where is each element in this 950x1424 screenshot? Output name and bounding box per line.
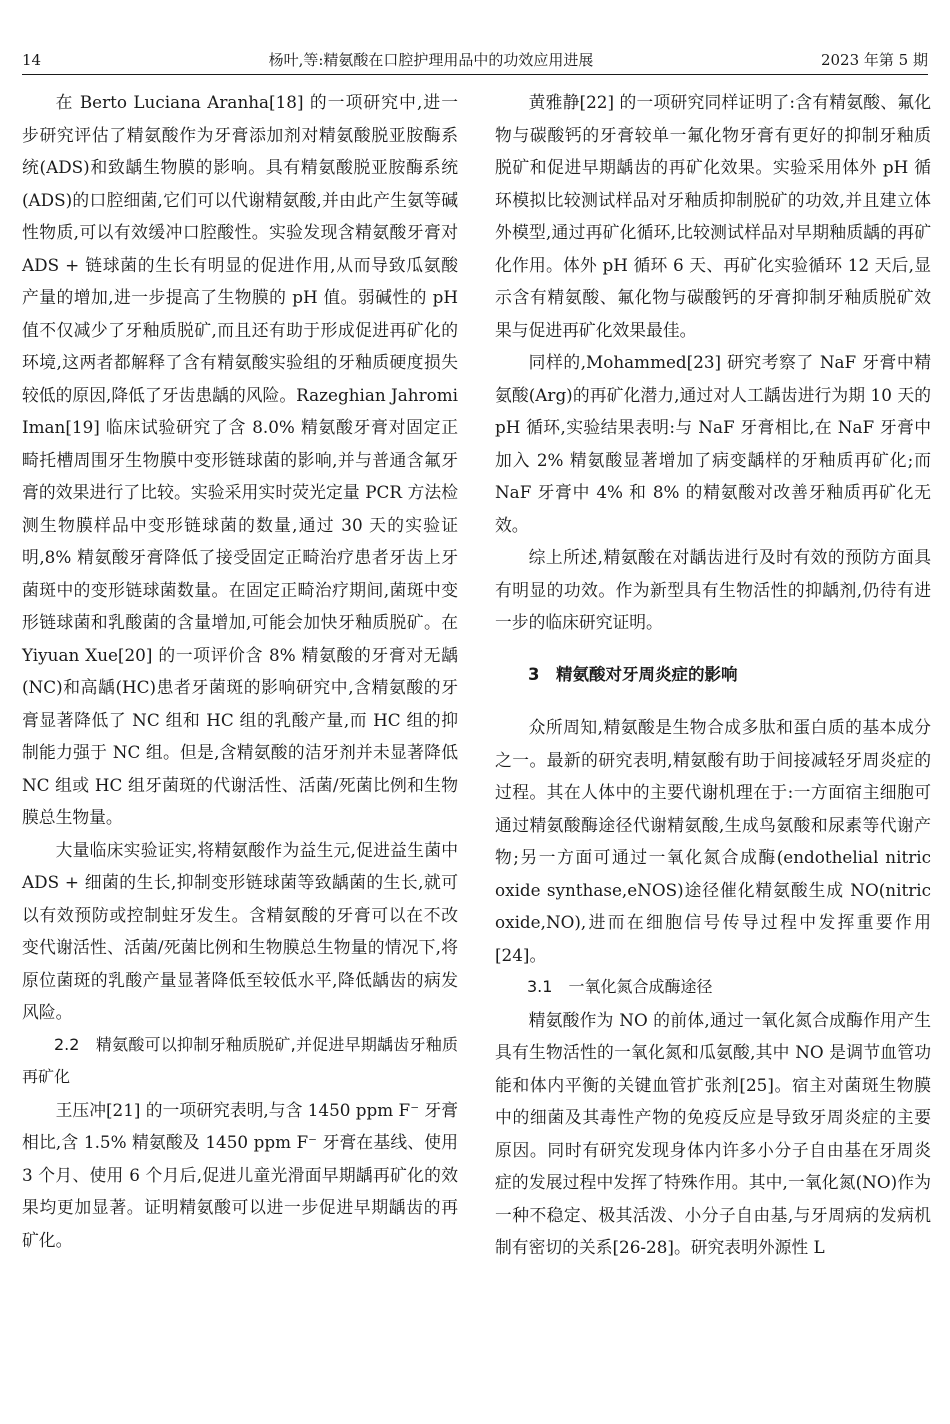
paragraph: 综上所述,精氨酸在对龋齿进行及时有效的预防方面具有明显的功效。作为新型具有生物活性的抑龋剂,仍待有进一步的临床研究证明。 — [495, 547, 931, 632]
subsection-title: 3.1 一氧化氮合成酶途径 — [527, 977, 713, 996]
paragraph: 黄雅静[22] 的一项研究同样证明了:含有精氨酸、氟化物与碳酸钙的牙膏较单一氟化物牙膏有更好的抑制牙釉质脱矿和促进早期龋齿的再矿化效果。实验采用体外 pH 循环模拟比较测试样品对牙釉质抑制脱矿的功效,并且建立体外模型,通过再矿化循环,比较测试样品对早期釉质龋的再矿化作用。体外 pH 循环 6 天、再矿化实验循环 12 天后,显示含有精氨酸、氟化物与碳酸钙的牙膏抑制牙釉质脱矿效果与促进再矿化效果最佳。 — [495, 92, 931, 340]
paragraph: 大量临床实验证实,将精氨酸作为益生元,促进益生菌中 ADS + 细菌的生长,抑制变形链球菌等致龋菌的生长,就可以有效预防或控制蛀牙发生。含精氨酸的牙膏可以在不改变代谢活性、活菌/死菌比例和生物膜总生物量的情况下,将原位菌斑的乳酸产量显著降低至较低水平,降低龋齿的病发风险。 — [22, 839, 458, 1022]
issue-label: 2023 年第 5 期 — [820, 51, 928, 69]
section-title: 3 精氨酸对牙周炎症的影响 — [528, 664, 738, 684]
page-header — [22, 44, 928, 70]
paragraph: 同样的,Mohammed[23] 研究考察了 NaF 牙膏中精氨酸(Arg)的再矿化潜力,通过对人工龋齿进行为期 10 天的 pH 循环,实验结果表明:与 NaF 牙膏相比,在 NaF 牙膏中加入 2% 精氨酸显著增加了病变龋样的牙釉质再矿化;而 NaF 牙膏中 4% 和 8% 的精氨酸对改善牙釉质再矿化无效。 — [495, 352, 931, 535]
paragraph: 王压冲[21] 的一项研究表明,与含 1450 ppm F⁻ 牙膏相比,含 1.5% 精氨酸及 1450 ppm F⁻ 牙膏在基线、使用 3 个月、使用 6 个月后,促进儿童光滑面早期龋再矿化的效果均更加显著。证明精氨酸可以进一步促进早期龋齿的再矿化。 — [22, 1099, 458, 1250]
paragraph: 众所周知,精氨酸是生物合成多肽和蛋白质的基本成分之一。最新的研究表明,精氨酸有助于间接减轻牙周炎症的过程。其在人体中的主要代谢机理在于:一方面宿主细胞可通过精氨酸酶途径代谢精氨酸,生成鸟氨酸和尿素等代谢产物;另一方面可通过一氧化氮合成酶(endothelial nitric oxide synthase,eNOS)途径催化精氨酸生成 NO(nitric oxide,NO),进而在细胞信号传导过程中发挥重要作用[24]。 — [495, 717, 931, 965]
paragraph: 在 Berto Luciana Aranha[18] 的一项研究中,进一步研究评估了精氨酸作为牙膏添加剂对精氨酸脱亚胺酶系统(ADS)和致龋生物膜的影响。具有精氨酸脱亚胺酶系统(ADS)的口腔细菌,它们可以代谢精氨酸,并由此产生氨等碱性物质,可以有效缓冲口腔酸性。实验发现含精氨酸牙膏对 ADS + 链球菌的生长有明显的促进作用,从而导致瓜氨酸产量的增加,进一步提高了生物膜的 pH 值。弱碱性的 pH 值不仅减少了牙釉质脱矿,而且还有助于形成促进再矿化的环境,这两者都解释了含有精氨酸实验组的牙釉质硬度损失较低的原因,降低了牙齿患龋的风险。Razeghian Jahromi Iman[19] 临床试验研究了含 8.0% 精氨酸牙膏对固定正畸托槽周围牙生物膜中变形链球菌的影响,并与普通含氟牙膏的效果进行了比较。实验采用实时荧光定量 PCR 方法检测生物膜样品中变形链球菌的数量,通过 30 天的实验证明,8% 精氨酸牙膏降低了接受固定正畸治疗患者牙齿上牙菌斑中的变形链球菌数量。在固定正畸治疗期间,菌斑中变形链球菌和乳酸菌的含量增加,可能会加快牙釉质脱矿。在 Yiyuan Xue[20] 的一项评价含 8% 精氨酸的牙膏对无龋(NC)和高龋(HC)患者牙菌斑的影响研究中,含精氨酸的牙膏显著降低了 NC 组和 HC 组的乳酸产量,而 HC 组的抑制能力强于 NC 组。但是,含精氨酸的洁牙剂并未显著降低 NC 组或 HC 组牙菌斑的代谢活性、活菌/死菌比例和生物膜总生物量。 — [22, 92, 458, 827]
header-rule — [22, 74, 928, 75]
running-title: 杨叶,等:精氨酸在口腔护理用品中的功效应用进展 — [268, 51, 594, 69]
right-column — [495, 86, 931, 1264]
left-column — [22, 86, 458, 1256]
paragraph: 精氨酸作为 NO 的前体,通过一氧化氮合成酶作用产生具有生物活性的一氧化氮和瓜氨酸,其中 NO 是调节血管功能和体内平衡的关键血管扩张剂[25]。宿主对菌斑生物膜中的细菌及其毒性产物的免疫反应是导致牙周炎症的主要原因。同时有研究发现身体内许多小分子自由基在牙周炎症的发展过程中发挥了特殊作用。其中,一氧化氮(NO)作为一种不稳定、极其活泼、小分子自由基,与牙周病的发病机制有密切的关系[26-28]。研究表明外源性 L — [495, 1009, 931, 1257]
page-number: 14 — [22, 51, 42, 69]
subsection-title: 2.2 精氨酸可以抑制牙釉质脱矿,并促进早期龋齿牙釉质再矿化 — [22, 1034, 458, 1086]
